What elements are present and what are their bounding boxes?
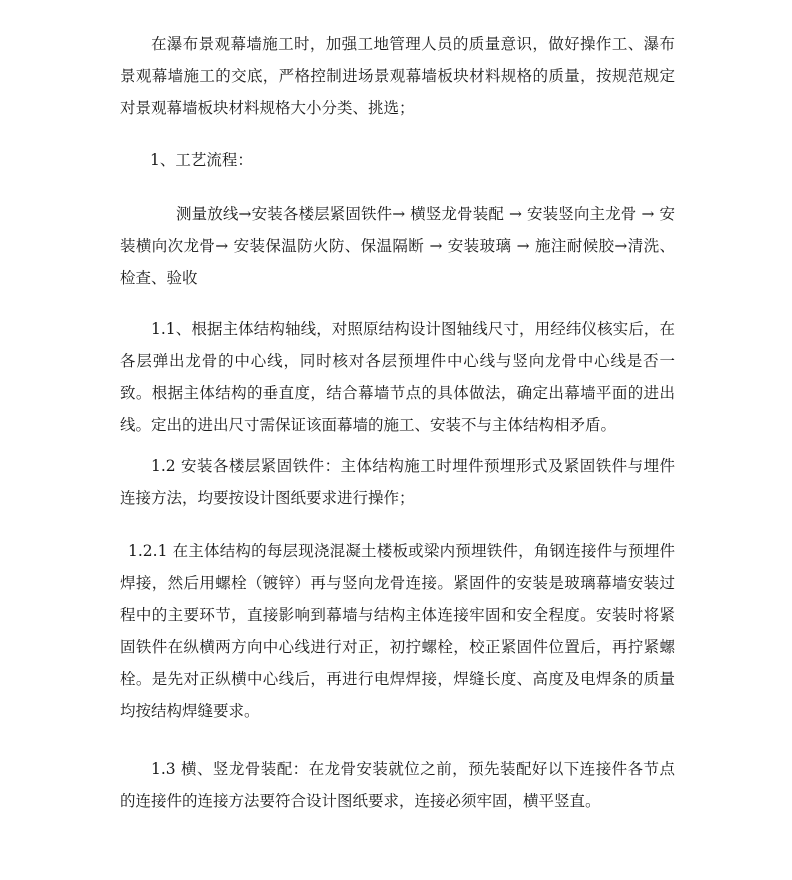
paragraph-section-1-3: 1.3 横、竖龙骨装配：在龙骨安装就位之前，预先装配好以下连接件各节点的连接件的连接方法要符合设计图纸要求，连接必须牢固，横平竖直。 bbox=[120, 760, 675, 810]
paragraph-section-1-2: 1.2 安装各楼层紧固铁件：主体结构施工时埋件预埋形式及紧固铁件与埋件连接方法，均要按设计图纸要求进行操作； bbox=[120, 457, 675, 507]
paragraph-process-steps: 测量放线→安装各楼层紧固铁件→ 横竖龙骨装配 → 安装竖向主龙骨 → 安装横向次龙骨→ 安装保温防火防、保温隔断 → 安装玻璃 → 施注耐候胶→清洗、检查、验收 bbox=[120, 205, 675, 287]
paragraph-section-1-2-1: 1.2.1 在主体结构的每层现浇混凝土楼板或梁内预埋铁件，角钢连接件与预埋件焊接，然后用螺栓（镀锌）再与竖向龙骨连接。紧固件的安装是玻璃幕墙安装过程中的主要环节，直接影响到幕墙与结构主体连接牢固和安全程度。安装时将紧固铁件在纵横两方向中心线进行对正，初拧螺栓，校正紧固件位置后，再拧紧螺栓。是先对正纵横中心线后，再进行电焊焊接，焊缝长度、高度及电焊条的质量均按结构焊缝要求。 bbox=[120, 542, 675, 720]
paragraph-quality-control: 在瀑布景观幕墙施工时，加强工地管理人员的质量意识，做好操作工、瀑布景观幕墙施工的交底，严格控制进场景观幕墙板块材料规格的质量，按规范规定对景观幕墙板块材料规格大小分类、挑选； bbox=[120, 35, 675, 117]
heading-process-flow: 1、工艺流程： bbox=[150, 151, 253, 169]
paragraph-section-1-1: 1.1、根据主体结构轴线，对照原结构设计图轴线尺寸，用经纬仪核实后，在各层弹出龙骨的中心线，同时核对各层预埋件中心线与竖向龙骨中心线是否一致。根据主体结构的垂直度，结合幕墙节点的具体做法，确定出幕墙平面的进出线。定出的进出尺寸需保证该面幕墙的施工、安装不与主体结构相矛盾。 bbox=[120, 320, 675, 434]
